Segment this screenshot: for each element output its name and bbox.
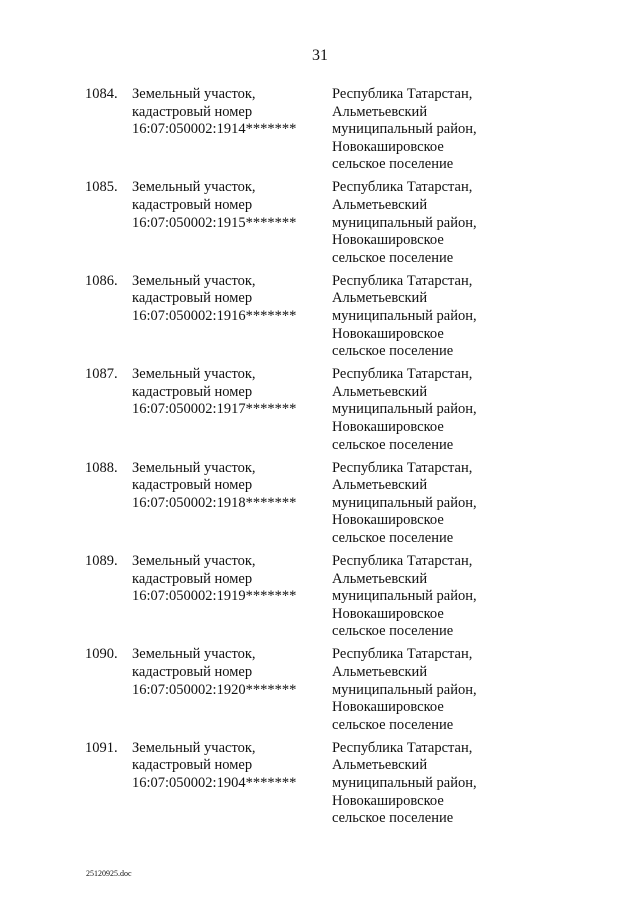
entry-address xyxy=(332,646,532,734)
address-line: Новокашировское xyxy=(332,138,444,155)
address-line: Новокашировское xyxy=(332,512,444,529)
entry-number: 1090. xyxy=(85,646,118,663)
entry-address xyxy=(332,86,532,174)
description-line: Земельный участок, xyxy=(132,179,256,196)
list-item xyxy=(0,86,640,179)
entry-description xyxy=(132,740,322,793)
address-line: Альметьевский xyxy=(332,477,428,494)
description-line: Земельный участок, xyxy=(132,366,256,383)
address-line: муниципальный район, xyxy=(332,401,477,418)
address-line: Альметьевский xyxy=(332,757,428,774)
list-item xyxy=(0,646,640,739)
description-line: кадастровый номер xyxy=(132,196,253,213)
footer-filename: 25120925.doc xyxy=(86,869,132,878)
address-line: Альметьевский xyxy=(332,196,428,213)
entry-description xyxy=(132,273,322,326)
address-line: Республика Татарстан, xyxy=(332,86,473,102)
address-line: Республика Татарстан, xyxy=(332,366,473,383)
address-line: Новокашировское xyxy=(332,418,444,435)
address-line: Республика Татарстан, xyxy=(332,272,473,289)
list-item xyxy=(0,460,640,553)
description-line: кадастровый номер xyxy=(132,663,253,680)
description-line: Земельный участок, xyxy=(132,272,256,289)
page-number: 31 xyxy=(312,47,328,64)
address-line: Новокашировское xyxy=(332,605,444,622)
entry-number: 1091. xyxy=(85,739,118,756)
address-line: Республика Татарстан, xyxy=(332,459,473,476)
entry-description xyxy=(132,179,322,232)
address-line: муниципальный район, xyxy=(332,214,477,231)
description-line: кадастровый номер xyxy=(132,103,253,120)
description-line: кадастровый номер xyxy=(132,477,253,494)
address-line: Республика Татарстан, xyxy=(332,739,473,756)
entry-address xyxy=(332,273,532,361)
description-line: 16:07:050002:1918******* xyxy=(132,494,297,511)
description-line: Земельный участок, xyxy=(132,459,256,476)
address-line: Альметьевский xyxy=(332,570,428,587)
entry-number: 1089. xyxy=(85,552,118,569)
address-line: муниципальный район, xyxy=(332,681,477,698)
address-line: муниципальный район, xyxy=(332,494,477,511)
entry-address xyxy=(332,460,532,548)
address-line: сельское поселение xyxy=(332,623,454,640)
description-line: Земельный участок, xyxy=(132,646,256,663)
description-line: Земельный участок, xyxy=(132,552,256,569)
address-line: сельское поселение xyxy=(332,343,454,360)
entry-description xyxy=(132,366,322,419)
list-item xyxy=(0,740,640,833)
entry-description xyxy=(132,460,322,513)
description-line: кадастровый номер xyxy=(132,757,253,774)
description-line: 16:07:050002:1916******* xyxy=(132,307,297,324)
description-line: 16:07:050002:1919******* xyxy=(132,588,297,605)
entry-description xyxy=(132,86,322,139)
description-line: 16:07:050002:1915******* xyxy=(132,214,297,231)
address-line: Республика Татарстан, xyxy=(332,179,473,196)
entry-description xyxy=(132,646,322,699)
address-line: сельское поселение xyxy=(332,436,454,453)
entry-number: 1088. xyxy=(85,459,118,476)
list-item xyxy=(0,179,640,272)
entry-address xyxy=(332,740,532,828)
address-line: Альметьевский xyxy=(332,383,428,400)
address-line: муниципальный район, xyxy=(332,588,477,605)
address-line: муниципальный район, xyxy=(332,307,477,324)
address-line: Новокашировское xyxy=(332,232,444,249)
description-line: 16:07:050002:1920******* xyxy=(132,681,297,698)
entry-number: 1085. xyxy=(85,179,118,196)
address-line: сельское поселение xyxy=(332,810,454,827)
description-line: кадастровый номер xyxy=(132,290,253,307)
address-line: Новокашировское xyxy=(332,792,444,809)
description-line: Земельный участок, xyxy=(132,739,256,756)
address-line: муниципальный район, xyxy=(332,774,477,791)
description-line: Земельный участок, xyxy=(132,86,256,102)
address-line: сельское поселение xyxy=(332,529,454,546)
list-item xyxy=(0,273,640,366)
address-line: Альметьевский xyxy=(332,663,428,680)
entry-number: 1087. xyxy=(85,366,118,383)
entries-list xyxy=(0,86,640,833)
entry-number: 1084. xyxy=(85,86,118,102)
entry-address xyxy=(332,366,532,454)
description-line: 16:07:050002:1914******* xyxy=(132,121,297,138)
entry-number: 1086. xyxy=(85,272,118,289)
address-line: Новокашировское xyxy=(332,325,444,342)
address-line: Новокашировское xyxy=(332,699,444,716)
entry-address xyxy=(332,179,532,267)
address-line: Альметьевский xyxy=(332,103,428,120)
address-line: сельское поселение xyxy=(332,716,454,733)
address-line: сельское поселение xyxy=(332,249,454,266)
address-line: сельское поселение xyxy=(332,156,454,173)
description-line: 16:07:050002:1904******* xyxy=(132,774,297,791)
address-line: Республика Татарстан, xyxy=(332,646,473,663)
list-item xyxy=(0,553,640,646)
list-item xyxy=(0,366,640,459)
description-line: кадастровый номер xyxy=(132,383,253,400)
address-line: Республика Татарстан, xyxy=(332,552,473,569)
address-line: муниципальный район, xyxy=(332,121,477,138)
entry-description xyxy=(132,553,322,606)
description-line: кадастровый номер xyxy=(132,570,253,587)
entry-address xyxy=(332,553,532,641)
address-line: Альметьевский xyxy=(332,290,428,307)
description-line: 16:07:050002:1917******* xyxy=(132,401,297,418)
